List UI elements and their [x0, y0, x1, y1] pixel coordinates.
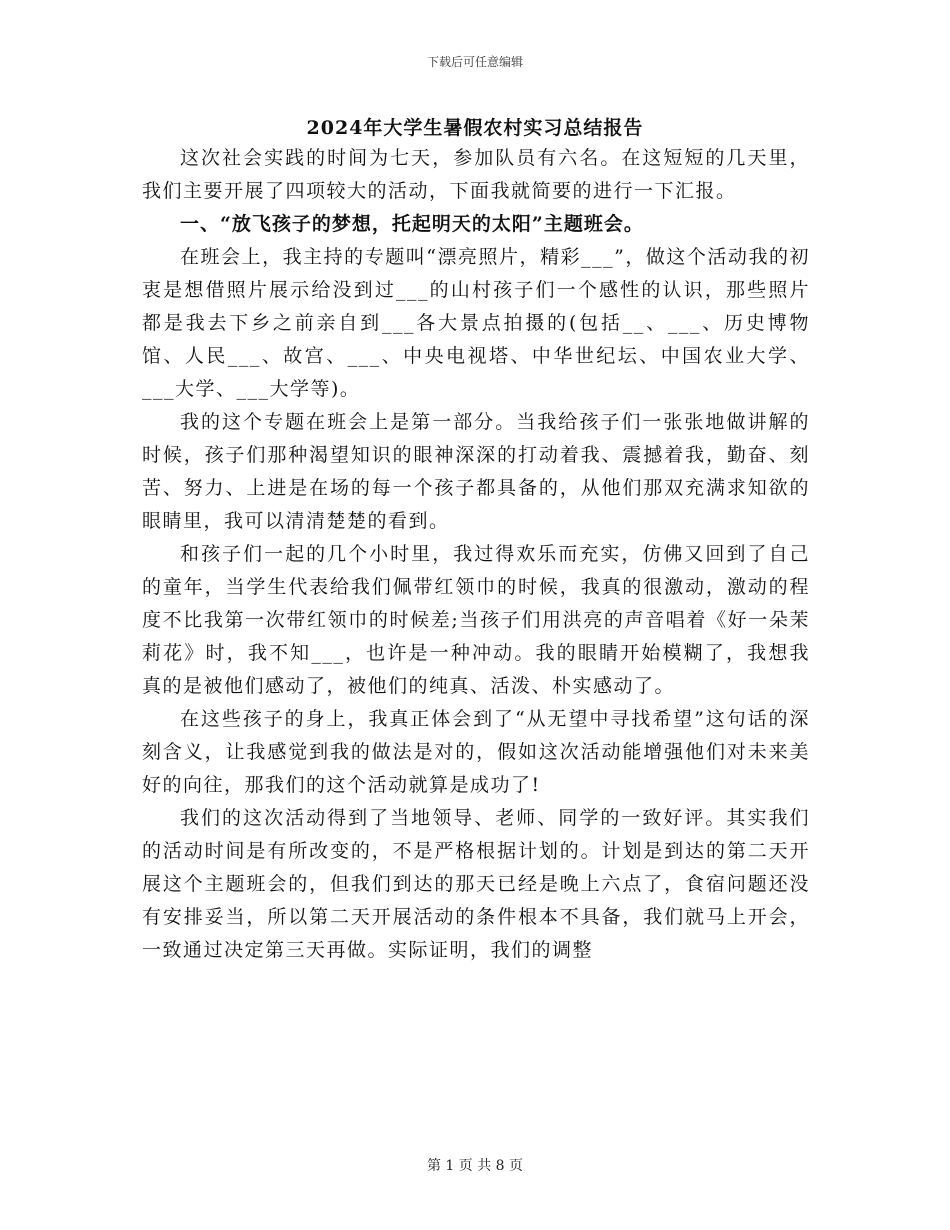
- paragraph-schedule: 我们的这次活动得到了当地领导、老师、同学的一致好评。其实我们的活动时间是有所改变的，不是严格根据计划的。计划是到达的第二天开展这个主题班会的，但我们到达的那天已经是晚上六点了，食宿问题还没有安排妥当，所以第二天开展活动的条件根本不具备，我们就马上开会，一致通过决定第三天再做。实际证明，我们的调整: [142, 807, 810, 961]
- page-header-note: 下载后可任意编辑: [426, 55, 523, 69]
- paragraph-intro: 这次社会实践的时间为七天，参加队员有六名。在这短短的几天里，我们主要开展了四项较大的活动，下面我就简要的进行一下汇报。: [142, 147, 810, 202]
- paragraph-class-meeting: 在班会上，我主持的专题叫“漂亮照片，精彩___”，做这个活动我的初衷是想借照片展示给没到过___的山村孩子们一个感性的认识，那些照片都是我去下乡之前亲自到___各大景点拍摄的(包括__、___、历史博物馆、人民___、故宫、___、中央电视塔、中华世纪坛、中国农业大学、___大学、___大学等)。: [142, 246, 810, 400]
- paragraph-childhood: 和孩子们一起的几个小时里，我过得欢乐而充实，仿佛又回到了自己的童年，当学生代表给我们佩带红领巾的时候，我真的很激动，激动的程度不比我第一次带红领巾的时候差;当孩子们用洪亮的声音唱着《好一朵茉莉花》时，我不知___，也许是一种冲动。我的眼睛开始模糊了，我想我真的是被他们感动了，被他们的纯真、活泼、朴实感动了。: [142, 543, 810, 697]
- paragraph-hope: 在这些孩子的身上，我真正体会到了“从无望中寻找希望”这句话的深刻含义，让我感觉到我的做法是对的，假如这次活动能增强他们对未来美好的向往，那我们的这个活动就算是成功了!: [142, 708, 810, 796]
- document-body: [142, 142, 810, 967]
- paragraph-explanation: 我的这个专题在班会上是第一部分。当我给孩子们一张张地做讲解的时候，孩子们那种渴望知识的眼神深深的打动着我、震撼着我，勤奋、刻苦、努力、上进是在场的每一个孩子都具备的，从他们那双充满求知欲的眼睛里，我可以清清楚楚的看到。: [142, 411, 810, 532]
- document-title: 2024年大学生暑假农村实习总结报告: [306, 117, 644, 139]
- page-number: 第 1 页 共 8 页: [426, 1158, 524, 1174]
- section-heading-1: 一、“放飞孩子的梦想，托起明天的太阳”主题班会。: [180, 213, 644, 235]
